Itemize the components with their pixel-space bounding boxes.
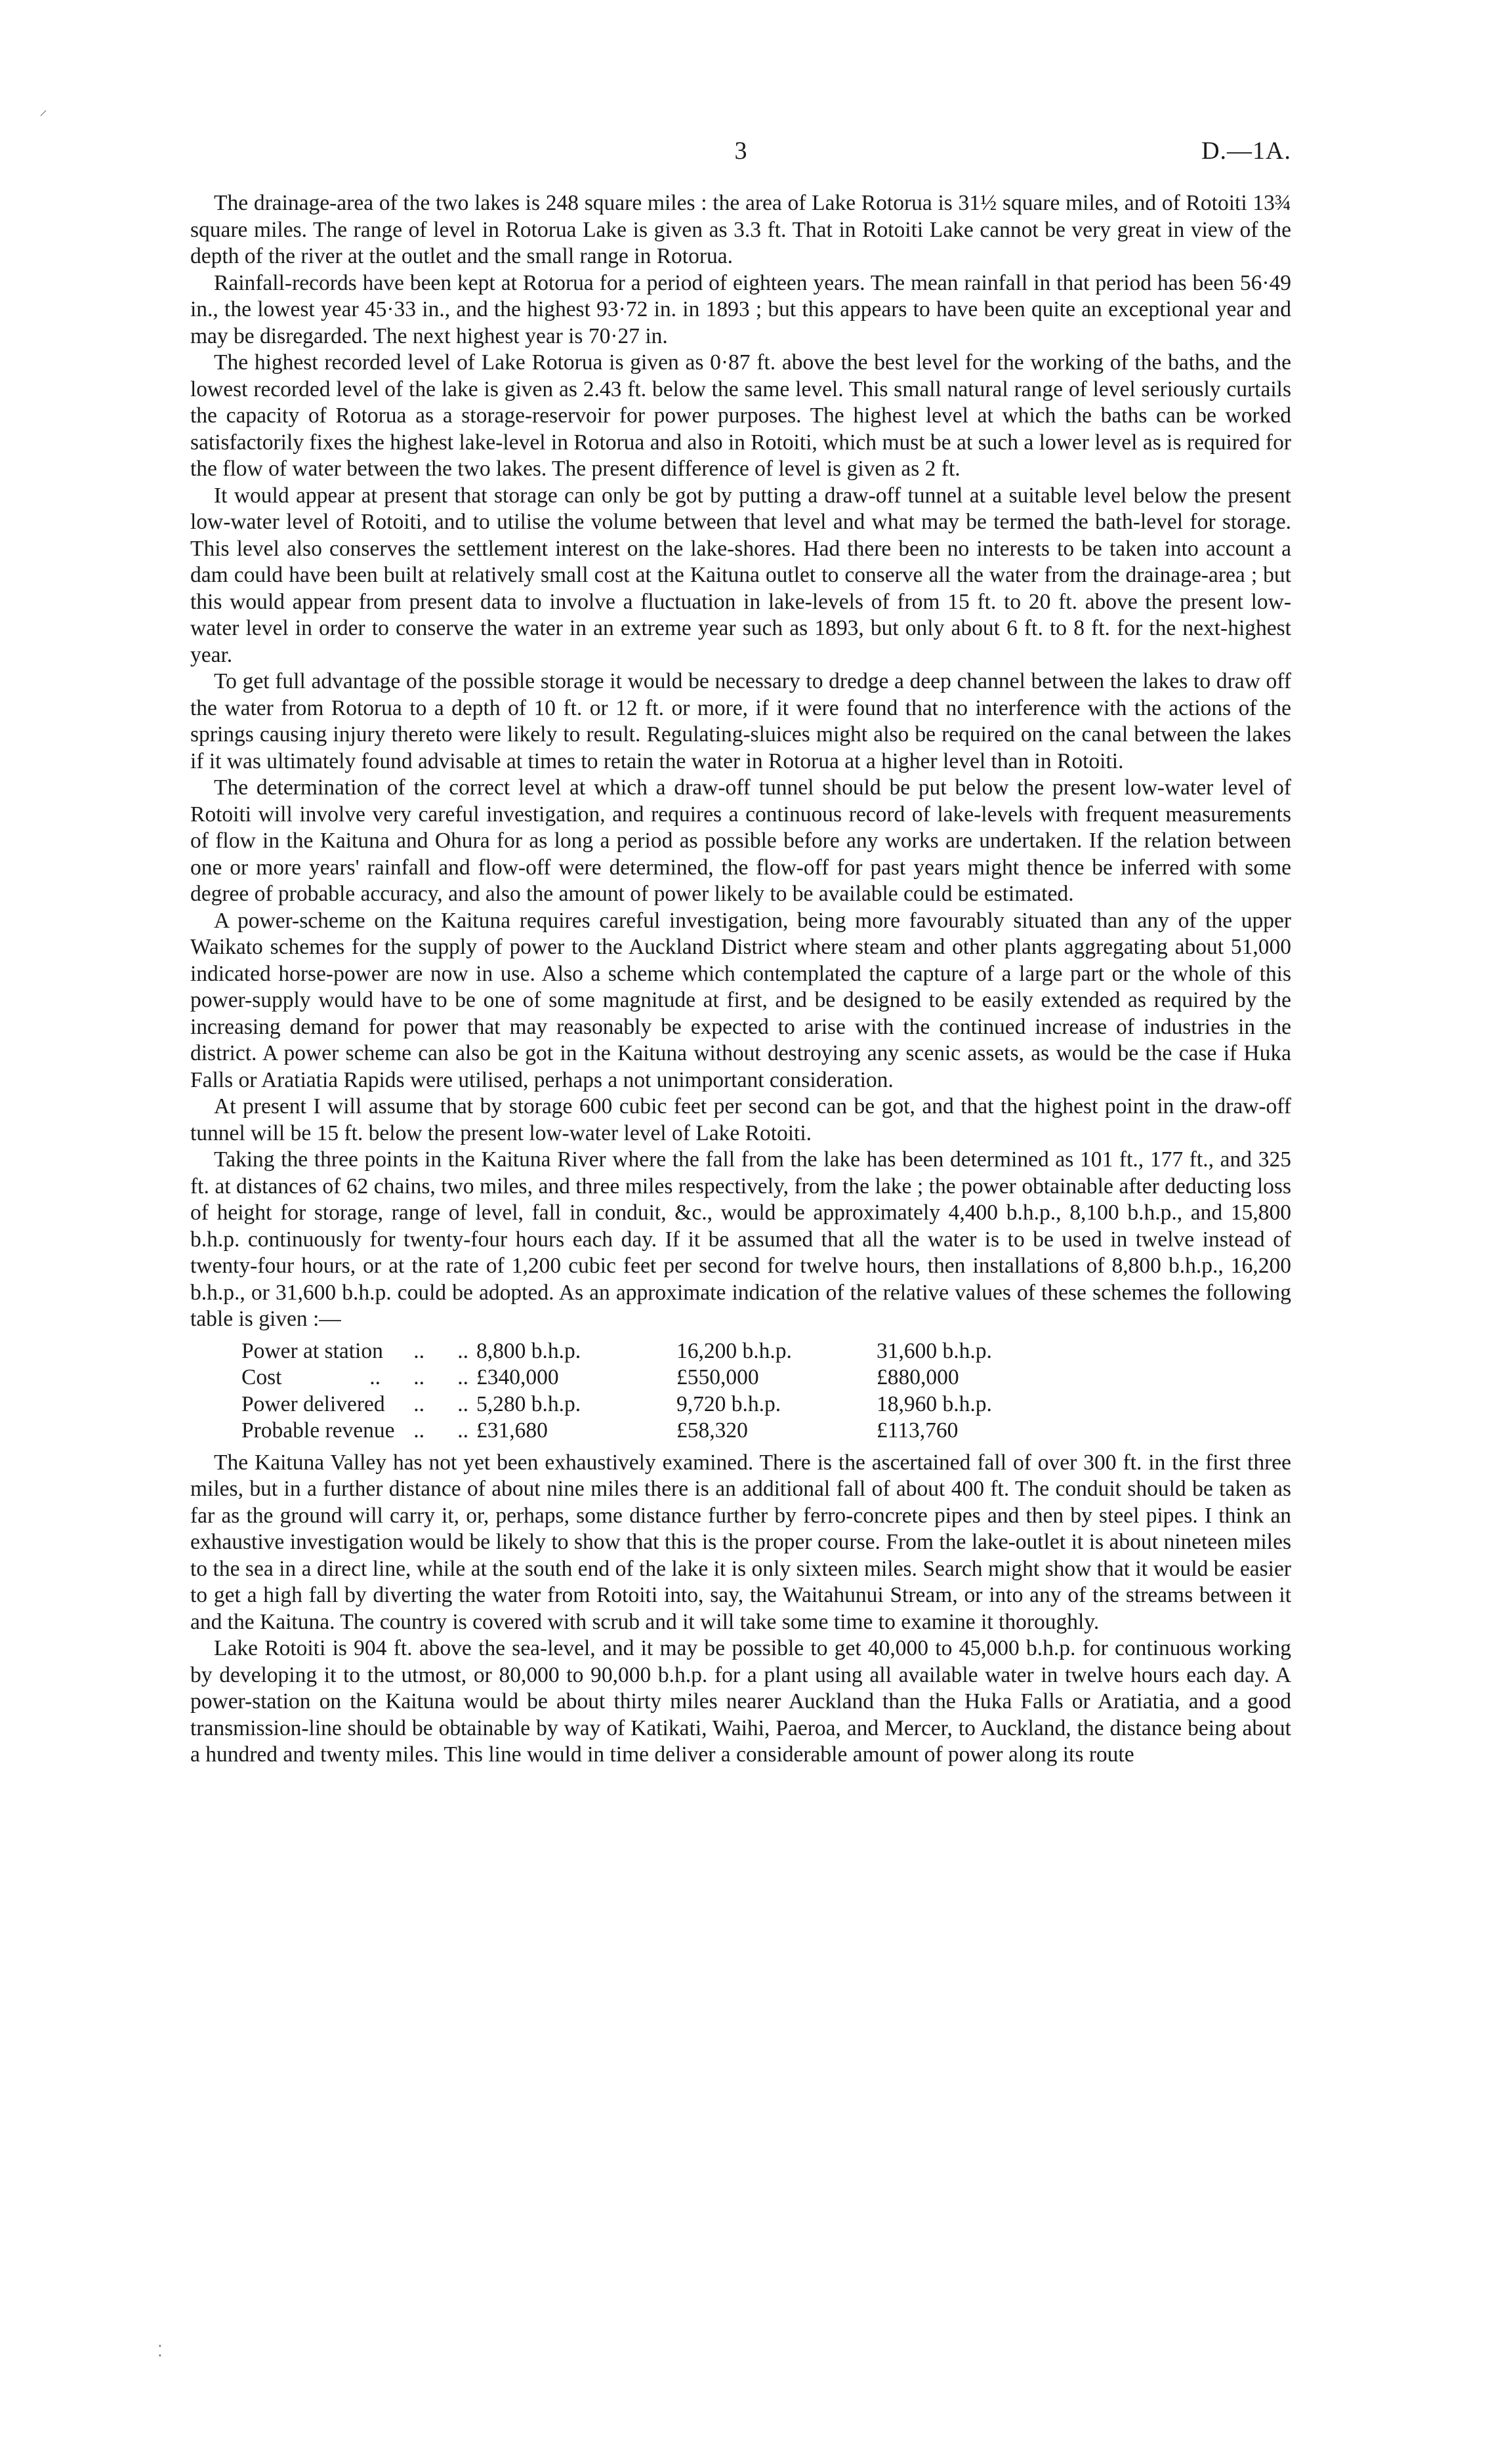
leader-dots: .. .. [413, 1391, 468, 1416]
paragraph: It would appear at present that storage can only be got by putting a draw-off tunnel at a suitable level below the present low-water level of Rotoiti, and to utilise the volume between that level and what may be termed the bath-level for storage. This level also conserves the settlement interest on the lake-shores. Had there been no interests to be taken into account a dam could have been built at relatively small cost at the Kaituna outlet to conserve all the water from the drainage-area ; but this would appear from present data to involve a fluctuation in lake-levels of from 15 ft. to 20 ft. above the present low-water level in order to conserve the water in an extreme year such as 1893, but only about 6 ft. to 8 ft. for the next-highest year. [190, 483, 1291, 667]
paragraph: The drainage-area of the two lakes is 248 square miles : the area of Lake Rotorua is 31½ square miles, and of Rotoiti 13¾ square miles. The range of level in Rotorua Lake is given as 3.3 ft. That in Rotoiti Lake cannot be very great in view of the depth of the river at the outlet and the small range in Rotorua. [190, 191, 1291, 268]
value-cell: 31,600 b.h.p. [877, 1338, 992, 1363]
paragraph: The highest recorded level of Lake Rotorua is given as 0·87 ft. above the best level for the working of the baths, and the lowest recorded level of the lake is given as 2.43 ft. below the same level. This small natural range of level seriously curtails the capacity of Rotorua as a storage-reservoir for power purposes. The highest level at which the baths can be worked satisfactorily fixes the highest lake-level in Rotorua and also in Rotoiti, which must be at such a lower level as is required for the flow of water between the two lakes. The present difference of level is given as 2 ft. [190, 350, 1291, 481]
document-page [190, 138, 1291, 1769]
paragraph: Rainfall-records have been kept at Rotorua for a period of eighteen years. The mean rainfall in that period has been 56·49 in., the lowest year 45·33 in., and the highest 93·72 in. in 1893 ; but this appears to have been quite an exceptional year and may be disregarded. The next highest year is 70·27 in. [190, 270, 1291, 348]
paragraph: The determination of the correct level at which a draw-off tunnel should be put below the present low-water level of Rotoiti will involve very careful investigation, and requires a continuous record of lake-levels with frequent measurements of flow in the Kaituna and Ohura for as long a period as possible before any works are undertaken. If the relation between one or more years' rainfall and flow-off were determined, the flow-off for past years might thence be inferred with some degree of probable accuracy, and also the amount of power likely to be available could be estimated. [190, 775, 1291, 906]
value-cell: 18,960 b.h.p. [877, 1391, 992, 1416]
leader-dots: .. .. [413, 1418, 468, 1443]
page-number: 3 [734, 137, 747, 165]
value-cell: 5,280 b.h.p. [476, 1391, 581, 1416]
paragraph: At present I will assume that by storage 600 cubic feet per second can be got, and that the highest point in the draw-off tunnel will be 15 ft. below the present low-water level of Lake Rotoiti. [190, 1094, 1291, 1145]
value-cell: £340,000 [476, 1365, 559, 1389]
value-cell: £113,760 [877, 1418, 959, 1443]
row-label-cell [241, 1391, 476, 1418]
row-label: Power at station [241, 1338, 383, 1363]
row-label: Power delivered [241, 1391, 385, 1416]
value-cell: 8,800 b.h.p. [476, 1338, 581, 1363]
row-label-cell [241, 1365, 476, 1391]
row-label-cell [241, 1338, 476, 1365]
leader-dots: .. .. .. [369, 1365, 468, 1389]
table-row [241, 1418, 1077, 1445]
scheme-comparison-table [241, 1338, 1077, 1445]
table-row [241, 1365, 1077, 1391]
table-row [241, 1338, 1077, 1365]
paragraph: Taking the three points in the Kaituna River where the fall from the lake has been determined as 101 ft., 177 ft., and 325 ft. at distances of 62 chains, two miles, and three miles respectively, from the lake ; the power obtainable after deducting loss of height for storage, range of level, fall in conduit, &c., would be approximately 4,400 b.h.p., 8,100 b.h.p., and 15,800 b.h.p. continuously for twenty-four hours each day. If it be assumed that all the water is to be used in twelve instead of twenty-four hours, or at the rate of 1,200 cubic feet per second for twelve hours, then installations of 8,800 b.h.p., 16,200 b.h.p., or 31,600 b.h.p. could be adopted. As an approximate indication of the relative values of these schemes the following table is given :— [190, 1147, 1291, 1331]
value-cell: 9,720 b.h.p. [676, 1391, 781, 1416]
value-cell: 16,200 b.h.p. [676, 1338, 792, 1363]
row-label: Cost [241, 1365, 282, 1389]
paragraph: A power-scheme on the Kaituna requires careful investigation, being more favourably situated than any of the upper Waikato schemes for the supply of power to the Auckland District where steam and other plants aggregating about 51,000 indicated horse-power are now in use. Also a scheme which contemplated the capture of a large part or the whole of this power-supply would have to be one of some magnitude at first, and be designed to be easily extended as required by the increasing demand for power that may reasonably be expected to arise with the continued increase of industries in the district. A power scheme can also be got in the Kaituna without destroying any scenic assets, as would be the case if Huka Falls or Aratiatia Rapids were utilised, perhaps a not unimportant consideration. [190, 908, 1291, 1092]
value-cell: £550,000 [676, 1365, 759, 1389]
body-text-continued [190, 1450, 1291, 1769]
value-cell: £31,680 [476, 1418, 548, 1443]
paragraph: To get full advantage of the possible storage it would be necessary to dredge a deep channel between the lakes to draw off the water from Rotorua to a depth of 10 ft. or 12 ft. or more, if it were found that no interference with the actions of the springs causing injury thereto were likely to result. Regulating-sluices might also be required on the canal between the lakes if it was ultimately found advisable at times to retain the water in Rotorua at a higher level than in Rotoiti. [190, 669, 1291, 773]
value-cell: £58,320 [676, 1418, 748, 1443]
paragraph: Lake Rotoiti is 904 ft. above the sea-level, and it may be possible to get 40,000 to 45,000 b.h.p. for continuous working by developing it to the utmost, or 80,000 to 90,000 b.h.p. for a plant using all available water in twelve hours each day. A power-station on the Kaituna would be about thirty miles nearer Auckland than the Huka Falls or Aratiatia, and a good transmission-line should be obtainable by way of Katikati, Waihi, Paeroa, and Mercer, to Auckland, the distance being about a hundred and twenty miles. This line would in time deliver a considerable amount of power along its route [190, 1636, 1291, 1767]
leader-dots: .. .. [413, 1338, 468, 1363]
body-text [190, 190, 1291, 1333]
row-label: Probable revenue [241, 1418, 395, 1443]
paragraph: The Kaituna Valley has not yet been exhaustively examined. There is the ascertained fall of over 300 ft. in the first three miles, but in a further distance of about nine miles there is an additional fall of about 400 ft. The conduit should be taken as far as the ground will carry it, or, perhaps, some distance further by ferro-concrete pipes and then by steel pipes. I think an exhaustive investigation would be likely to show that this is the proper course. From the lake-outlet it is about nineteen miles to the sea in a direct line, while at the south end of the lake it is only sixteen miles. Search might show that it would be easier to get a high fall by diverting the water from Rotoiti into, say, the Waitahunui Stream, or into any of the streams between it and the Kaituna. The country is covered with scrub and it will take some time to examine it thoroughly. [190, 1450, 1291, 1634]
margin-mark-top-left: ⸝ [39, 100, 47, 119]
margin-mark-bottom-left: ⁚ [157, 2342, 163, 2360]
row-label-cell [241, 1418, 476, 1445]
document-reference: D.—1A. [1201, 137, 1291, 165]
value-cell: £880,000 [877, 1365, 959, 1389]
table-row [241, 1391, 1077, 1418]
page-header [190, 138, 1291, 177]
